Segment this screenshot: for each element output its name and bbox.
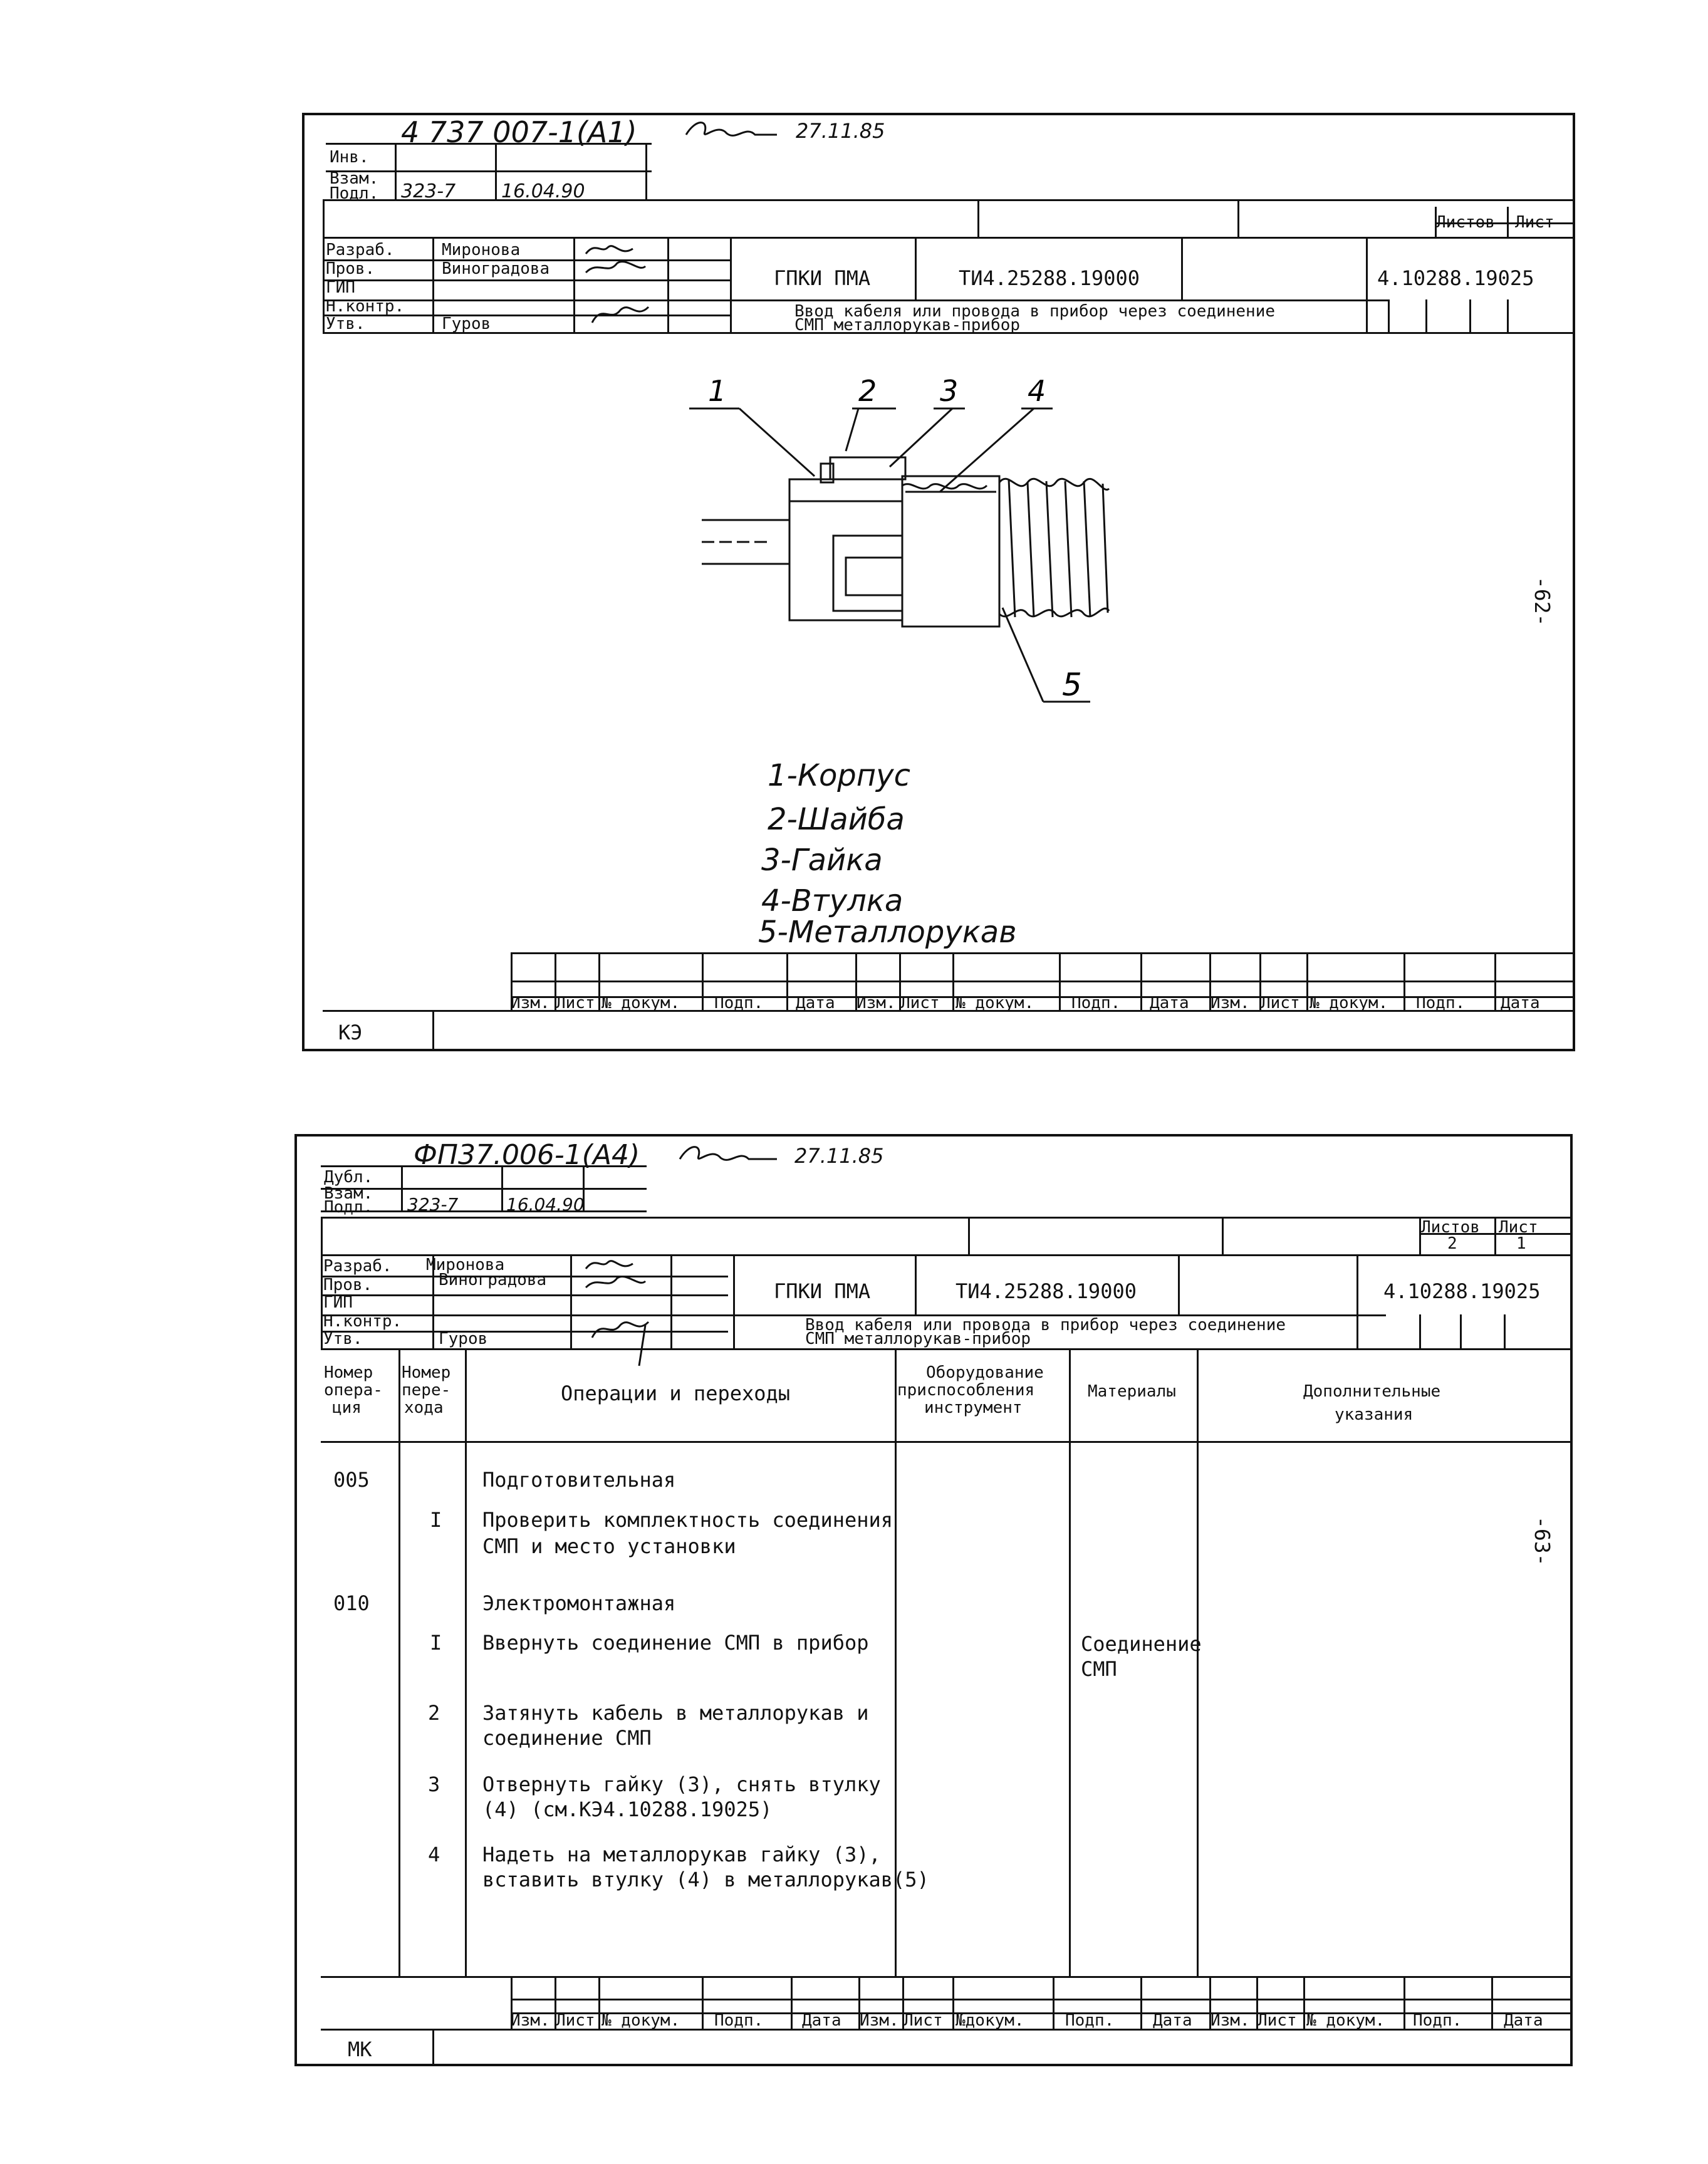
row-7-line-1: Надеть на металлорукав гайку (3), [482, 1843, 881, 1866]
stamp2-label-1: Дубл. [324, 1168, 373, 1187]
sheet-1-top-signature [683, 116, 783, 147]
role-normcontrol: Н.контр. [326, 297, 405, 316]
stamp-label-1: Инв. [330, 148, 369, 167]
chg-h-11: Изм. [1211, 994, 1250, 1012]
sheet-2-doc-type: МК [348, 2037, 372, 2061]
sheet-1-doc-type: КЭ [338, 1021, 363, 1044]
sheet-2-top-code: ФП37.006-1(A4) [414, 1139, 640, 1171]
doc-code-2: ТИ4.25288.19000 [956, 1279, 1137, 1303]
chg-h-6: Изм. [857, 994, 896, 1012]
chg-h-13: № докум. [1310, 994, 1388, 1012]
chg2-h-8: №докум. [956, 2011, 1024, 2030]
stamp-label-3: Подл. [330, 184, 379, 203]
row-4-material-1: Соединение [1081, 1632, 1202, 1656]
role-approved: Утв. [326, 315, 365, 333]
sheet-1-signatures [583, 241, 658, 329]
chg-h-15: Дата [1501, 994, 1540, 1012]
chg-h-4: Подп. [714, 994, 764, 1012]
stamp2-label-2: Взам. [324, 1184, 373, 1203]
chg2-h-10: Дата [1153, 2011, 1192, 2030]
name-approved: Гуров [442, 315, 491, 333]
row-4-line-1: Ввернуть соединение СМП в прибор [482, 1631, 869, 1655]
chg2-h-15: Дата [1504, 2011, 1543, 2030]
chg2-h-5: Дата [802, 2011, 841, 2030]
row-3-line-1: Электромонтажная [482, 1591, 676, 1615]
th-tr-2: пере- [402, 1381, 451, 1400]
stamp2-date: 16.04.90 [506, 1194, 585, 1215]
sheet-2-page-number: -63- [1530, 1516, 1554, 1566]
th-operations: Операции и переходы [561, 1381, 791, 1405]
row-6-line-2: (4) (см.КЭ4.10288.19025) [482, 1797, 773, 1821]
callout-3: 3 [940, 374, 959, 408]
th-notes-2: указания [1335, 1405, 1414, 1424]
row-5-line-1: Затянуть кабель в металлорукав и [482, 1701, 869, 1725]
chg-h-8: № докум. [956, 994, 1034, 1012]
th-tr-3: хода [404, 1398, 444, 1417]
th-materials: Материалы [1088, 1382, 1176, 1401]
chg-h-3: № докум. [601, 994, 680, 1012]
chg2-h-6: Изм. [860, 2011, 899, 2030]
role-checker: Пров. [326, 259, 375, 278]
role2-approved: Утв. [323, 1329, 363, 1348]
stamp-label-2: Взам. [330, 169, 379, 188]
th-tr-1: Номер [402, 1363, 451, 1382]
doc-number-2: 4.10288.19025 [1383, 1279, 1541, 1303]
legend-item-4: 4-Втулка [761, 883, 903, 918]
row-4-material-2: СМП [1081, 1657, 1117, 1681]
org-name: ГПКИ ПМА [774, 266, 871, 290]
doc-title-line1: Ввод кабеля или провода в прибор через соединение [794, 302, 1276, 321]
role2-developer: Разраб. [323, 1257, 392, 1276]
th-op-1: Номер [324, 1363, 373, 1382]
row-3-op: 010 [333, 1591, 370, 1615]
callout-2: 2 [858, 374, 877, 408]
doc-title-2-line1: Ввод кабеля или провода в прибор через соединение [805, 1316, 1286, 1334]
legend-item-5: 5-Металлорукав [758, 915, 1017, 950]
th-equip-3: инструмент [924, 1398, 1023, 1417]
role2-normcontrol: Н.контр. [323, 1312, 402, 1331]
chg-h-12: Лист [1261, 994, 1300, 1012]
row-6-line-1: Отвернуть гайку (3), снять втулку [482, 1772, 881, 1796]
sheet-1-page-number: -62- [1530, 576, 1554, 627]
chg2-h-12: Лист [1258, 2011, 1297, 2030]
stamp2-label-3: Подл. [324, 1198, 373, 1217]
role-developer: Разраб. [326, 241, 395, 259]
legend-item-2: 2-Шайба [768, 802, 905, 837]
org-name-2: ГПКИ ПМА [774, 1279, 871, 1303]
chg2-h-7: Лист [903, 2011, 943, 2030]
th-equip-2: приспособления [897, 1381, 1035, 1400]
row-5-tr: 2 [428, 1701, 440, 1725]
list-value: 1 [1516, 1234, 1526, 1253]
chg-h-9: Подп. [1071, 994, 1121, 1012]
stamp2-number: 323-7 [407, 1194, 459, 1215]
legend-item-3: 3-Гайка [761, 843, 883, 878]
listov-label-2: Листов [1421, 1218, 1480, 1237]
chg2-h-13: № докум. [1306, 2011, 1385, 2030]
chg2-h-2: Лист [556, 2011, 595, 2030]
name2-developer: Миронова [426, 1256, 505, 1274]
th-notes-1: Дополнительные [1303, 1382, 1441, 1401]
sheet-2-top-signature [677, 1140, 783, 1172]
row-2-line-1: Проверить комплектность соединения [482, 1508, 893, 1532]
callout-5: 5 [1062, 667, 1082, 703]
chg-h-1: Изм. [511, 994, 550, 1012]
th-equip-1: Оборудование [926, 1363, 1044, 1382]
chg2-h-14: Подп. [1413, 2011, 1462, 2030]
role2-gip: ГИП [323, 1293, 353, 1312]
role-gip: ГИП [326, 278, 355, 297]
name-checker: Виноградова [442, 259, 550, 278]
row-2-line-2: СМП и место установки [482, 1534, 736, 1558]
role2-checker: Пров. [323, 1276, 373, 1294]
listov-label: Листов [1436, 213, 1495, 232]
chg2-h-1: Изм. [511, 2011, 550, 2030]
row-5-line-2: соединение СМП [482, 1726, 652, 1750]
chg2-h-4: Подп. [714, 2011, 764, 2030]
th-op-3: ция [332, 1398, 362, 1417]
doc-number: 4.10288.19025 [1377, 266, 1534, 290]
chg2-h-11: Изм. [1211, 2011, 1250, 2030]
sheet-1-top-code: 4 737 007-1(A1) [401, 115, 637, 149]
doc-title-2-line2: СМП металлорукав-прибор [805, 1329, 1031, 1348]
sheet-2-top-date: 27.11.85 [794, 1144, 884, 1168]
row-7-line-2: вставить втулку (4) в металлорукав(5) [482, 1868, 929, 1891]
sheet-2-signatures [583, 1256, 664, 1369]
chg2-h-9: Подп. [1065, 2011, 1115, 2030]
sheet-1-top-date: 27.11.85 [796, 119, 885, 143]
name2-approved: Гуров [439, 1329, 488, 1348]
list-label-2: Лист [1499, 1218, 1538, 1237]
listov-value: 2 [1447, 1234, 1457, 1253]
list-label: Лист [1515, 213, 1554, 232]
name-developer: Миронова [442, 241, 521, 259]
chg-h-14: Подп. [1416, 994, 1466, 1012]
chg-h-7: Лист [900, 994, 940, 1012]
doc-title-line2: СМП металлорукав-прибор [794, 316, 1021, 335]
doc-code: ТИ4.25288.19000 [959, 266, 1140, 290]
chg-h-10: Дата [1150, 994, 1189, 1012]
row-1-line-1: Подготовительная [482, 1468, 676, 1492]
name2-checker: Виноградова [439, 1271, 547, 1289]
row-7-tr: 4 [428, 1843, 440, 1866]
stamp-date: 16.04.90 [501, 180, 585, 202]
chg-h-2: Лист [556, 994, 595, 1012]
legend-item-1: 1-Корпус [768, 758, 910, 793]
assembly-drawing [689, 376, 1128, 714]
chg-h-5: Дата [796, 994, 835, 1012]
chg2-h-3: № докум. [601, 2011, 680, 2030]
callout-1: 1 [708, 374, 727, 408]
callout-4: 4 [1028, 374, 1046, 408]
stamp-number: 323-7 [401, 180, 456, 202]
row-2-tr: I [430, 1508, 442, 1532]
row-1-op: 005 [333, 1468, 370, 1492]
th-op-2: опера- [324, 1381, 383, 1400]
row-4-tr: I [430, 1631, 442, 1655]
row-6-tr: 3 [428, 1772, 440, 1796]
